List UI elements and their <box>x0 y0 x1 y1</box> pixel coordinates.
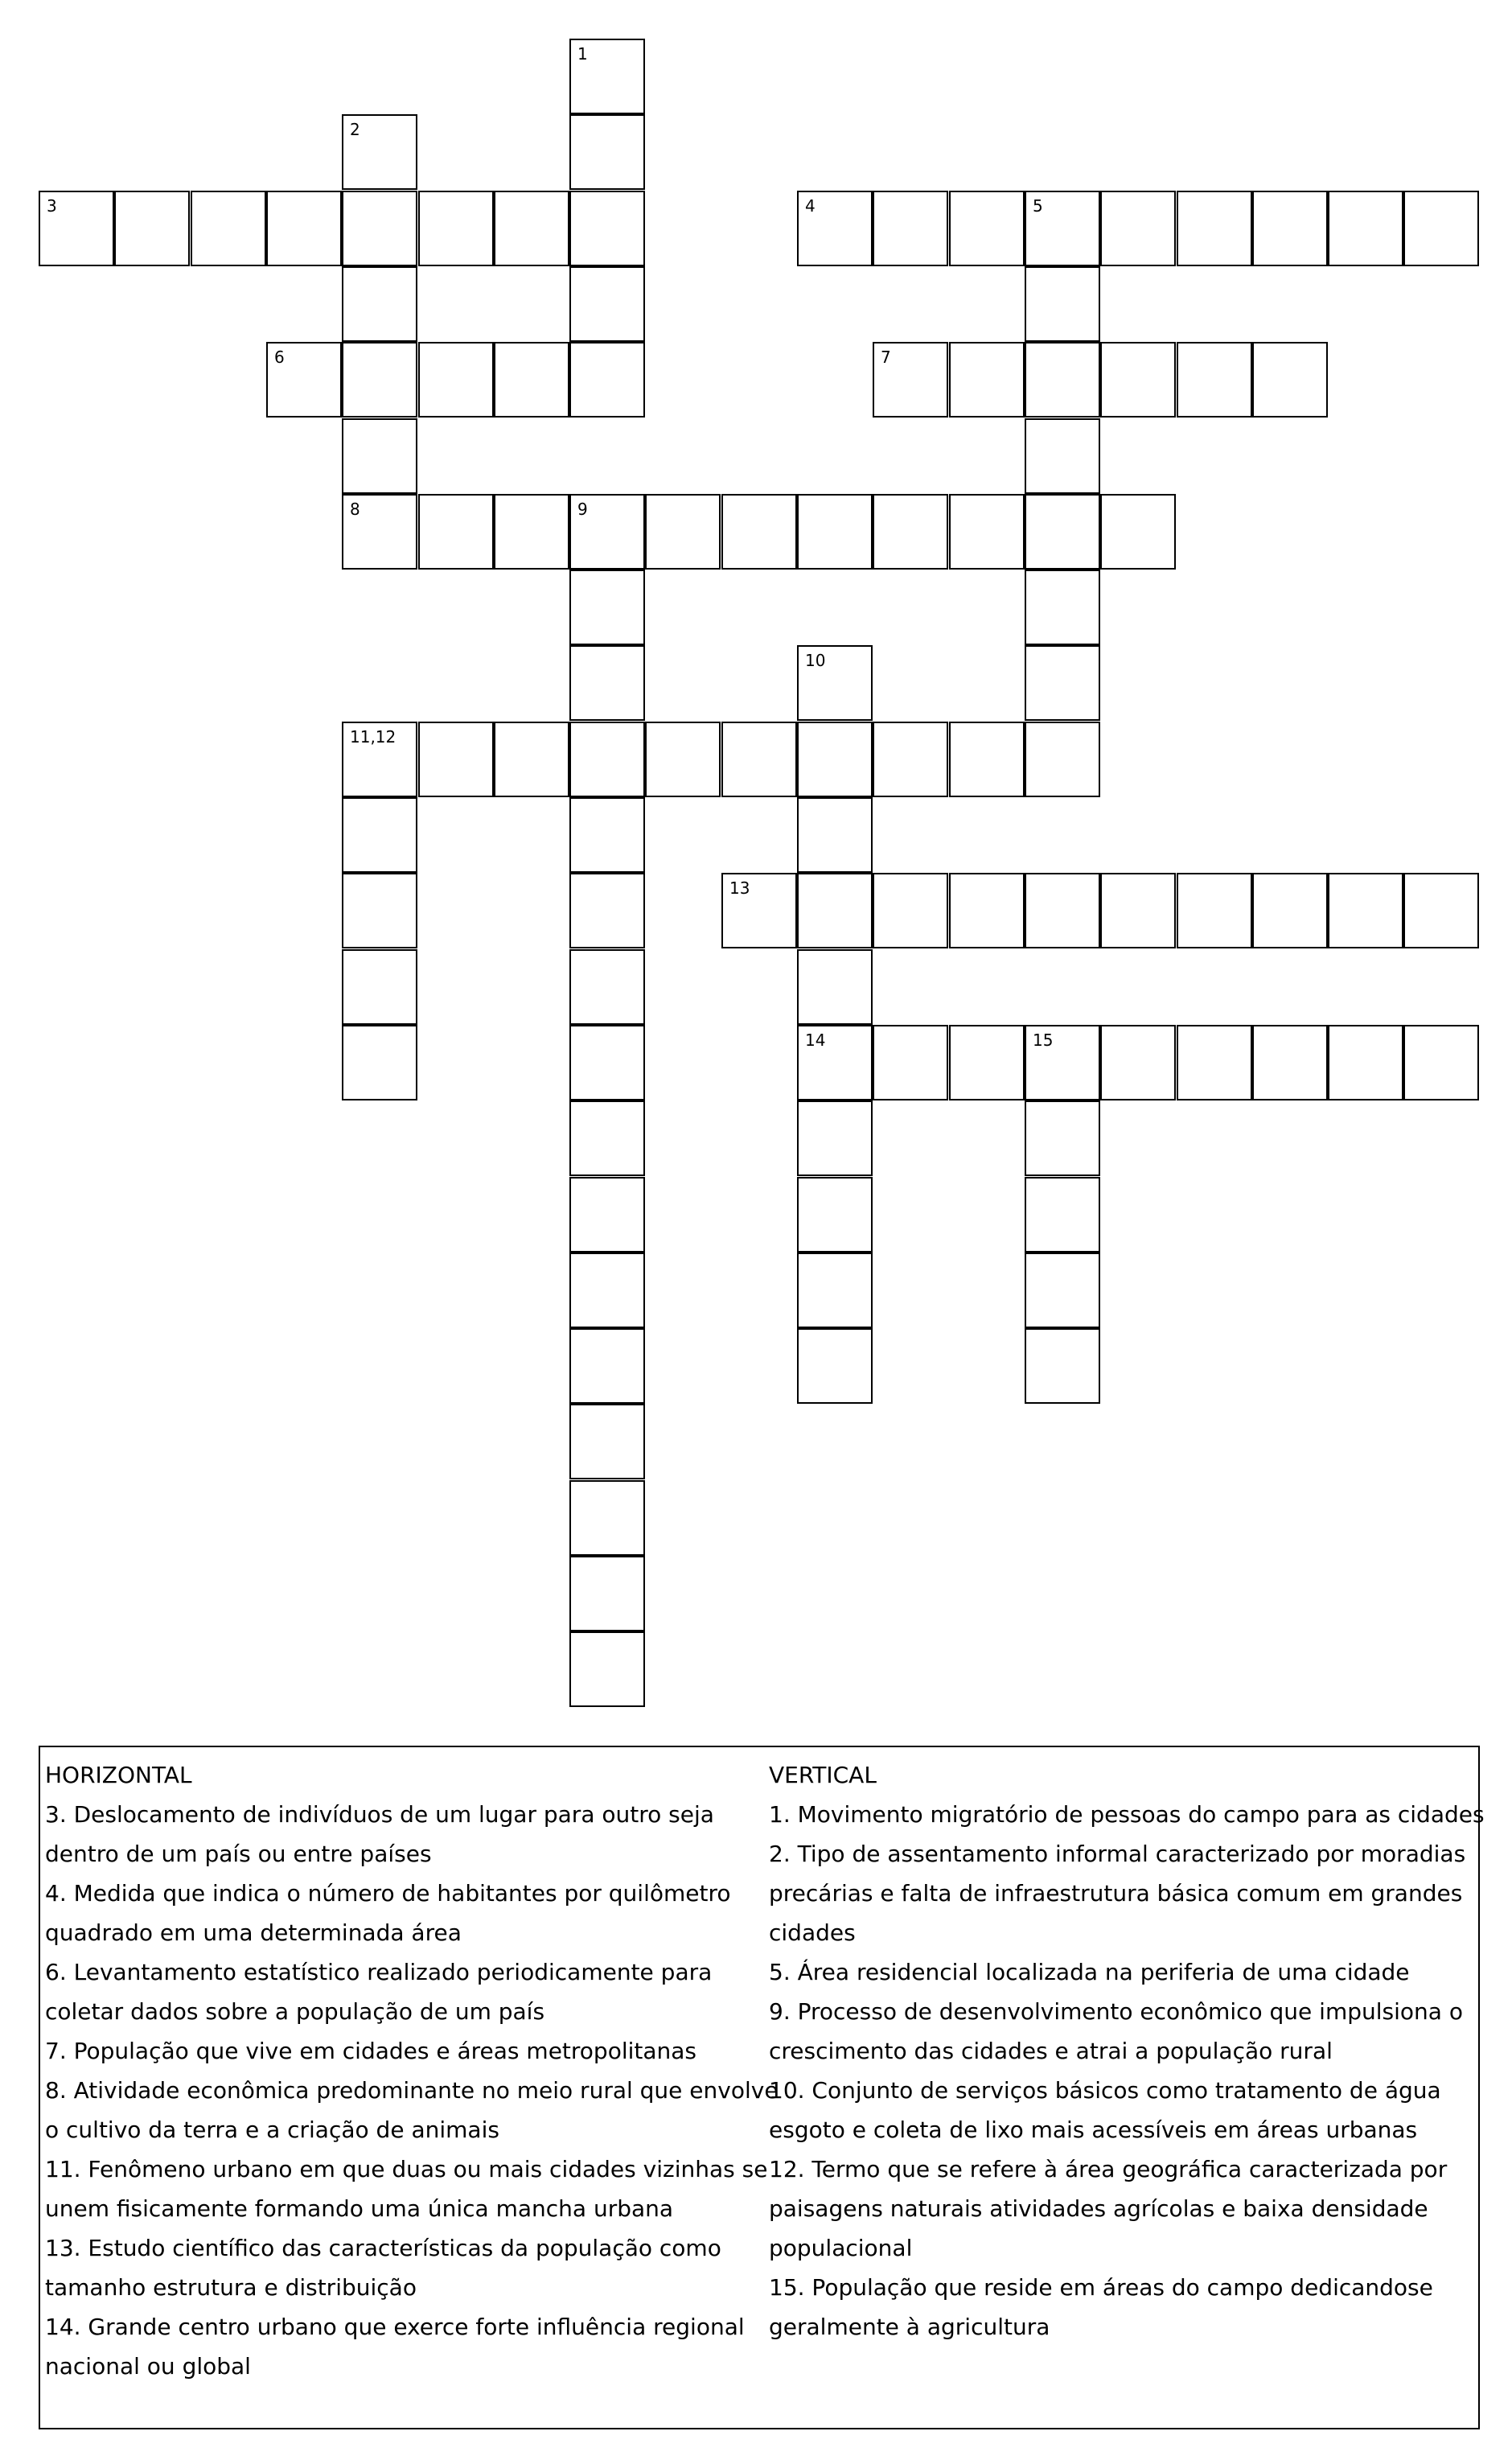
crossword-cell[interactable] <box>342 949 417 1025</box>
crossword-cell[interactable] <box>797 645 873 721</box>
crossword-cell[interactable] <box>342 494 417 570</box>
crossword-cell[interactable] <box>342 722 417 797</box>
crossword-cell[interactable] <box>569 873 645 948</box>
crossword-cell[interactable] <box>191 191 266 266</box>
crossword-cell[interactable] <box>1025 342 1100 418</box>
crossword-cell[interactable] <box>342 114 417 190</box>
clue-line: 7. População que vive em cidades e áreas metropolitanas <box>45 2038 697 2064</box>
crossword-cell[interactable] <box>797 722 873 797</box>
crossword-cell[interactable] <box>797 1253 873 1328</box>
clue-line: 9. Processo de desenvolvimento econômico que impulsiona o <box>769 1998 1463 2025</box>
clue-line: paisagens naturais atividades agrícolas e baixa densidade <box>769 2195 1428 2222</box>
crossword-cell[interactable] <box>721 494 797 570</box>
clue-line: crescimento das cidades e atrai a população rural <box>769 2038 1333 2064</box>
crossword-cell[interactable] <box>1177 342 1252 418</box>
crossword-cell[interactable] <box>569 1480 645 1556</box>
crossword-cell[interactable] <box>1100 191 1176 266</box>
crossword-cell[interactable] <box>39 191 114 266</box>
crossword-cell[interactable] <box>1403 873 1479 948</box>
clue-number: 13 <box>729 878 750 898</box>
crossword-cell[interactable] <box>1252 1025 1328 1100</box>
crossword-cell[interactable] <box>569 570 645 645</box>
crossword-cell[interactable] <box>342 342 417 418</box>
crossword-cell[interactable] <box>797 949 873 1025</box>
crossword-cell[interactable] <box>569 1631 645 1707</box>
clue-line: o cultivo da terra e a criação de animais <box>45 2117 499 2143</box>
clue-line: 15. População que reside em áreas do campo dedicandose <box>769 2274 1433 2301</box>
crossword-cell[interactable] <box>494 191 569 266</box>
clue-line: 1. Movimento migratório de pessoas do campo para as cidades <box>769 1801 1485 1828</box>
crossword-cell[interactable] <box>569 722 645 797</box>
crossword-cell[interactable] <box>873 342 948 418</box>
clue-number: 2 <box>350 120 360 139</box>
crossword-cell[interactable] <box>569 1404 645 1479</box>
vertical-clues <box>769 1755 1485 2347</box>
crossword-cell[interactable] <box>949 191 1025 266</box>
crossword-cell[interactable] <box>569 1100 645 1176</box>
crossword-cell[interactable] <box>266 191 342 266</box>
clue-line: 12. Termo que se refere à área geográfica caracterizada por <box>769 2156 1448 2182</box>
crossword-cell[interactable] <box>266 342 342 418</box>
clue-number: 14 <box>805 1030 826 1050</box>
crossword-cell[interactable] <box>1252 342 1328 418</box>
clue-line: unem fisicamente formando uma única mancha urbana <box>45 2195 674 2222</box>
clue-line: geralmente à agricultura <box>769 2314 1050 2340</box>
crossword-cell[interactable] <box>797 494 873 570</box>
clue-line: 4. Medida que indica o número de habitantes por quilômetro <box>45 1880 731 1907</box>
crossword-cell[interactable] <box>342 873 417 948</box>
crossword-cell[interactable] <box>1252 873 1328 948</box>
clue-number: 10 <box>805 651 826 670</box>
crossword-cell[interactable] <box>873 873 948 948</box>
crossword-cell[interactable] <box>797 797 873 873</box>
crossword-cell[interactable] <box>342 797 417 873</box>
clue-line: 11. Fenômeno urbano em que duas ou mais cidades vizinhas se <box>45 2156 768 2182</box>
crossword-cell[interactable] <box>1025 266 1100 342</box>
crossword-cell[interactable] <box>1025 873 1100 948</box>
clue-line: quadrado em uma determinada área <box>45 1919 462 1946</box>
crossword-cell[interactable] <box>569 342 645 418</box>
crossword-cell[interactable] <box>1025 645 1100 721</box>
crossword-cell[interactable] <box>1025 570 1100 645</box>
crossword-cell[interactable] <box>569 797 645 873</box>
crossword-cell[interactable] <box>873 494 948 570</box>
crossword-cell[interactable] <box>418 342 494 418</box>
crossword-cell[interactable] <box>721 722 797 797</box>
crossword-cell[interactable] <box>1100 494 1176 570</box>
crossword-cell[interactable] <box>569 949 645 1025</box>
clue-line: 14. Grande centro urbano que exerce forte influência regional <box>45 2314 745 2340</box>
crossword-cell[interactable] <box>494 342 569 418</box>
crossword-cell[interactable] <box>949 342 1025 418</box>
crossword-cell[interactable] <box>797 873 873 948</box>
crossword-cell[interactable] <box>1025 1025 1100 1100</box>
crossword-cell[interactable] <box>569 1177 645 1253</box>
crossword-cell[interactable] <box>873 1025 948 1100</box>
crossword-cell[interactable] <box>569 1556 645 1631</box>
crossword-cell[interactable] <box>645 722 721 797</box>
crossword-cell[interactable] <box>114 191 190 266</box>
crossword-cell[interactable] <box>1025 1328 1100 1404</box>
clue-number: 7 <box>881 348 891 367</box>
crossword-cell[interactable] <box>342 266 417 342</box>
crossword-cell[interactable] <box>418 191 494 266</box>
clue-number: 1 <box>577 44 588 64</box>
clue-number: 8 <box>350 500 360 519</box>
clue-number: 9 <box>577 500 588 519</box>
crossword-cell[interactable] <box>1328 873 1403 948</box>
clue-line: nacional ou global <box>45 2353 251 2380</box>
crossword-cell[interactable] <box>873 191 948 266</box>
crossword-cell[interactable] <box>797 191 873 266</box>
clue-line: cidades <box>769 1919 856 1946</box>
crossword-cell[interactable] <box>342 418 417 494</box>
crossword-cell[interactable] <box>569 266 645 342</box>
crossword-cell[interactable] <box>1025 1253 1100 1328</box>
crossword-cell[interactable] <box>797 1025 873 1100</box>
crossword-cell[interactable] <box>1177 1025 1252 1100</box>
horizontal-heading: HORIZONTAL <box>45 1762 192 1788</box>
vertical-heading: VERTICAL <box>769 1762 877 1788</box>
clue-line: 5. Área residencial localizada na periferia de uma cidade <box>769 1959 1410 1985</box>
crossword-cell[interactable] <box>1025 1177 1100 1253</box>
crossword-cell[interactable] <box>1100 1025 1176 1100</box>
crossword-cell[interactable] <box>797 1328 873 1404</box>
crossword-cell[interactable] <box>1177 873 1252 948</box>
clue-line: esgoto e coleta de lixo mais acessíveis em áreas urbanas <box>769 2117 1418 2143</box>
crossword-cell[interactable] <box>342 191 417 266</box>
clue-line: tamanho estrutura e distribuição <box>45 2274 417 2301</box>
crossword-cell[interactable] <box>797 1100 873 1176</box>
crossword-cell[interactable] <box>569 114 645 190</box>
crossword-cell[interactable] <box>569 1328 645 1404</box>
crossword-cell[interactable] <box>1025 494 1100 570</box>
crossword-cell[interactable] <box>569 1025 645 1100</box>
clue-number: 15 <box>1033 1030 1054 1050</box>
crossword-cell[interactable] <box>569 191 645 266</box>
clue-line: 2. Tipo de assentamento informal caracterizado por moradias <box>769 1841 1466 1867</box>
crossword-cell[interactable] <box>949 873 1025 948</box>
clue-number: 11,12 <box>350 727 396 747</box>
crossword-cell[interactable] <box>949 494 1025 570</box>
crossword-cell[interactable] <box>1025 418 1100 494</box>
crossword-cell[interactable] <box>1252 191 1328 266</box>
clue-number: 3 <box>47 196 57 216</box>
clue-line: 6. Levantamento estatístico realizado periodicamente para <box>45 1959 713 1985</box>
clue-number: 5 <box>1033 196 1043 216</box>
crossword-cell[interactable] <box>1025 722 1100 797</box>
crossword-cell[interactable] <box>1328 1025 1403 1100</box>
crossword-cell[interactable] <box>721 873 797 948</box>
crossword-cell[interactable] <box>1177 191 1252 266</box>
crossword-cell[interactable] <box>645 494 721 570</box>
crossword-cell[interactable] <box>569 645 645 721</box>
clue-number: 6 <box>274 348 285 367</box>
crossword-cell[interactable] <box>1403 191 1479 266</box>
clue-line: dentro de um país ou entre países <box>45 1841 432 1867</box>
clue-number: 4 <box>805 196 816 216</box>
crossword-cell[interactable] <box>569 494 645 570</box>
crossword-cell[interactable] <box>1100 873 1176 948</box>
crossword-cell[interactable] <box>1025 1100 1100 1176</box>
clue-line: populacional <box>769 2235 913 2261</box>
clue-line: 3. Deslocamento de indivíduos de um lugar para outro seja <box>45 1801 714 1828</box>
crossword-cell[interactable] <box>418 494 494 570</box>
crossword-cell[interactable] <box>1025 191 1100 266</box>
clue-line: 13. Estudo científico das características da população como <box>45 2235 721 2261</box>
crossword-cell[interactable] <box>949 1025 1025 1100</box>
clue-line: 10. Conjunto de serviços básicos como tratamento de água <box>769 2077 1441 2104</box>
crossword-cell[interactable] <box>873 722 948 797</box>
clue-line: precárias e falta de infraestrutura básica comum em grandes <box>769 1880 1463 1907</box>
horizontal-clues <box>45 1755 779 2386</box>
crossword-cell[interactable] <box>569 39 645 114</box>
crossword-cell[interactable] <box>797 1177 873 1253</box>
crossword-cell[interactable] <box>1328 191 1403 266</box>
clues-box <box>39 1746 1485 2429</box>
crossword-cell[interactable] <box>1403 1025 1479 1100</box>
crossword-cell[interactable] <box>494 494 569 570</box>
clue-line: 8. Atividade econômica predominante no meio rural que envolve <box>45 2077 779 2104</box>
crossword-cell[interactable] <box>418 722 494 797</box>
crossword-cell[interactable] <box>569 1253 645 1328</box>
crossword-cell[interactable] <box>1100 342 1176 418</box>
crossword-cell[interactable] <box>342 1025 417 1100</box>
crossword-cell[interactable] <box>949 722 1025 797</box>
clue-line: coletar dados sobre a população de um país <box>45 1998 545 2025</box>
crossword-cell[interactable] <box>494 722 569 797</box>
